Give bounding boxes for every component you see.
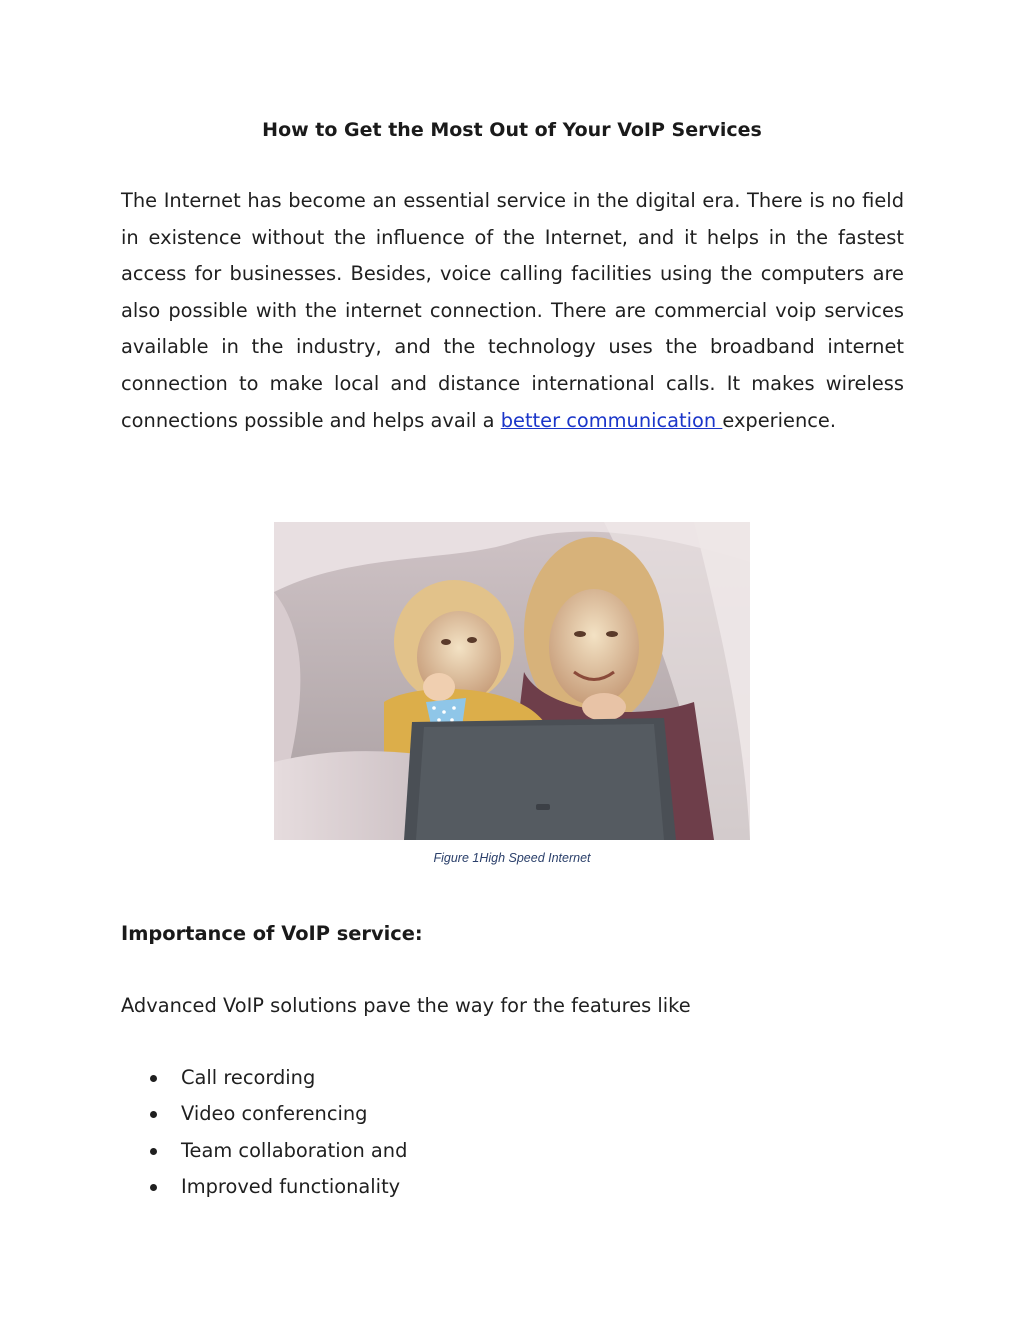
- list-item: [150, 1175, 407, 1211]
- section-heading: Importance of VoIP service:: [121, 922, 423, 945]
- better-communication-link[interactable]: better communication: [500, 408, 723, 432]
- feature-label: Team collaboration and: [181, 1138, 408, 1162]
- figure-photo: [274, 522, 750, 840]
- bullet-icon: [150, 1111, 157, 1118]
- feature-label: Video conferencing: [181, 1102, 368, 1126]
- list-item: [150, 1066, 407, 1102]
- list-item: [150, 1102, 407, 1138]
- document-title: How to Get the Most Out of Your VoIP Services: [262, 119, 762, 141]
- bullet-icon: [150, 1148, 157, 1155]
- intro-text-after-link: experience.: [722, 408, 836, 432]
- bullet-icon: [150, 1184, 157, 1191]
- intro-text-before-link: The Internet has become an essential service in the digital era. There is no field in existence without the influence of the Internet, and it helps in the fastest access for businesses. Besides, voice calling facilities using the computers are also possible with the internet connection. There are commercial voip services available in the industry, and the technology uses the broadband internet connection to make local and distance international calls. It makes wireless connections possible and helps avail a: [121, 189, 904, 432]
- figure-caption: Figure 1High Speed Internet: [433, 851, 591, 865]
- feature-list: [150, 1066, 407, 1212]
- feature-label: Call recording: [181, 1066, 316, 1089]
- bullet-icon: [150, 1075, 157, 1082]
- list-item: [150, 1139, 407, 1175]
- lead-sentence: Advanced VoIP solutions pave the way for the features like: [121, 994, 691, 1017]
- feature-label: Improved functionality: [181, 1175, 401, 1199]
- intro-paragraph: [121, 183, 904, 439]
